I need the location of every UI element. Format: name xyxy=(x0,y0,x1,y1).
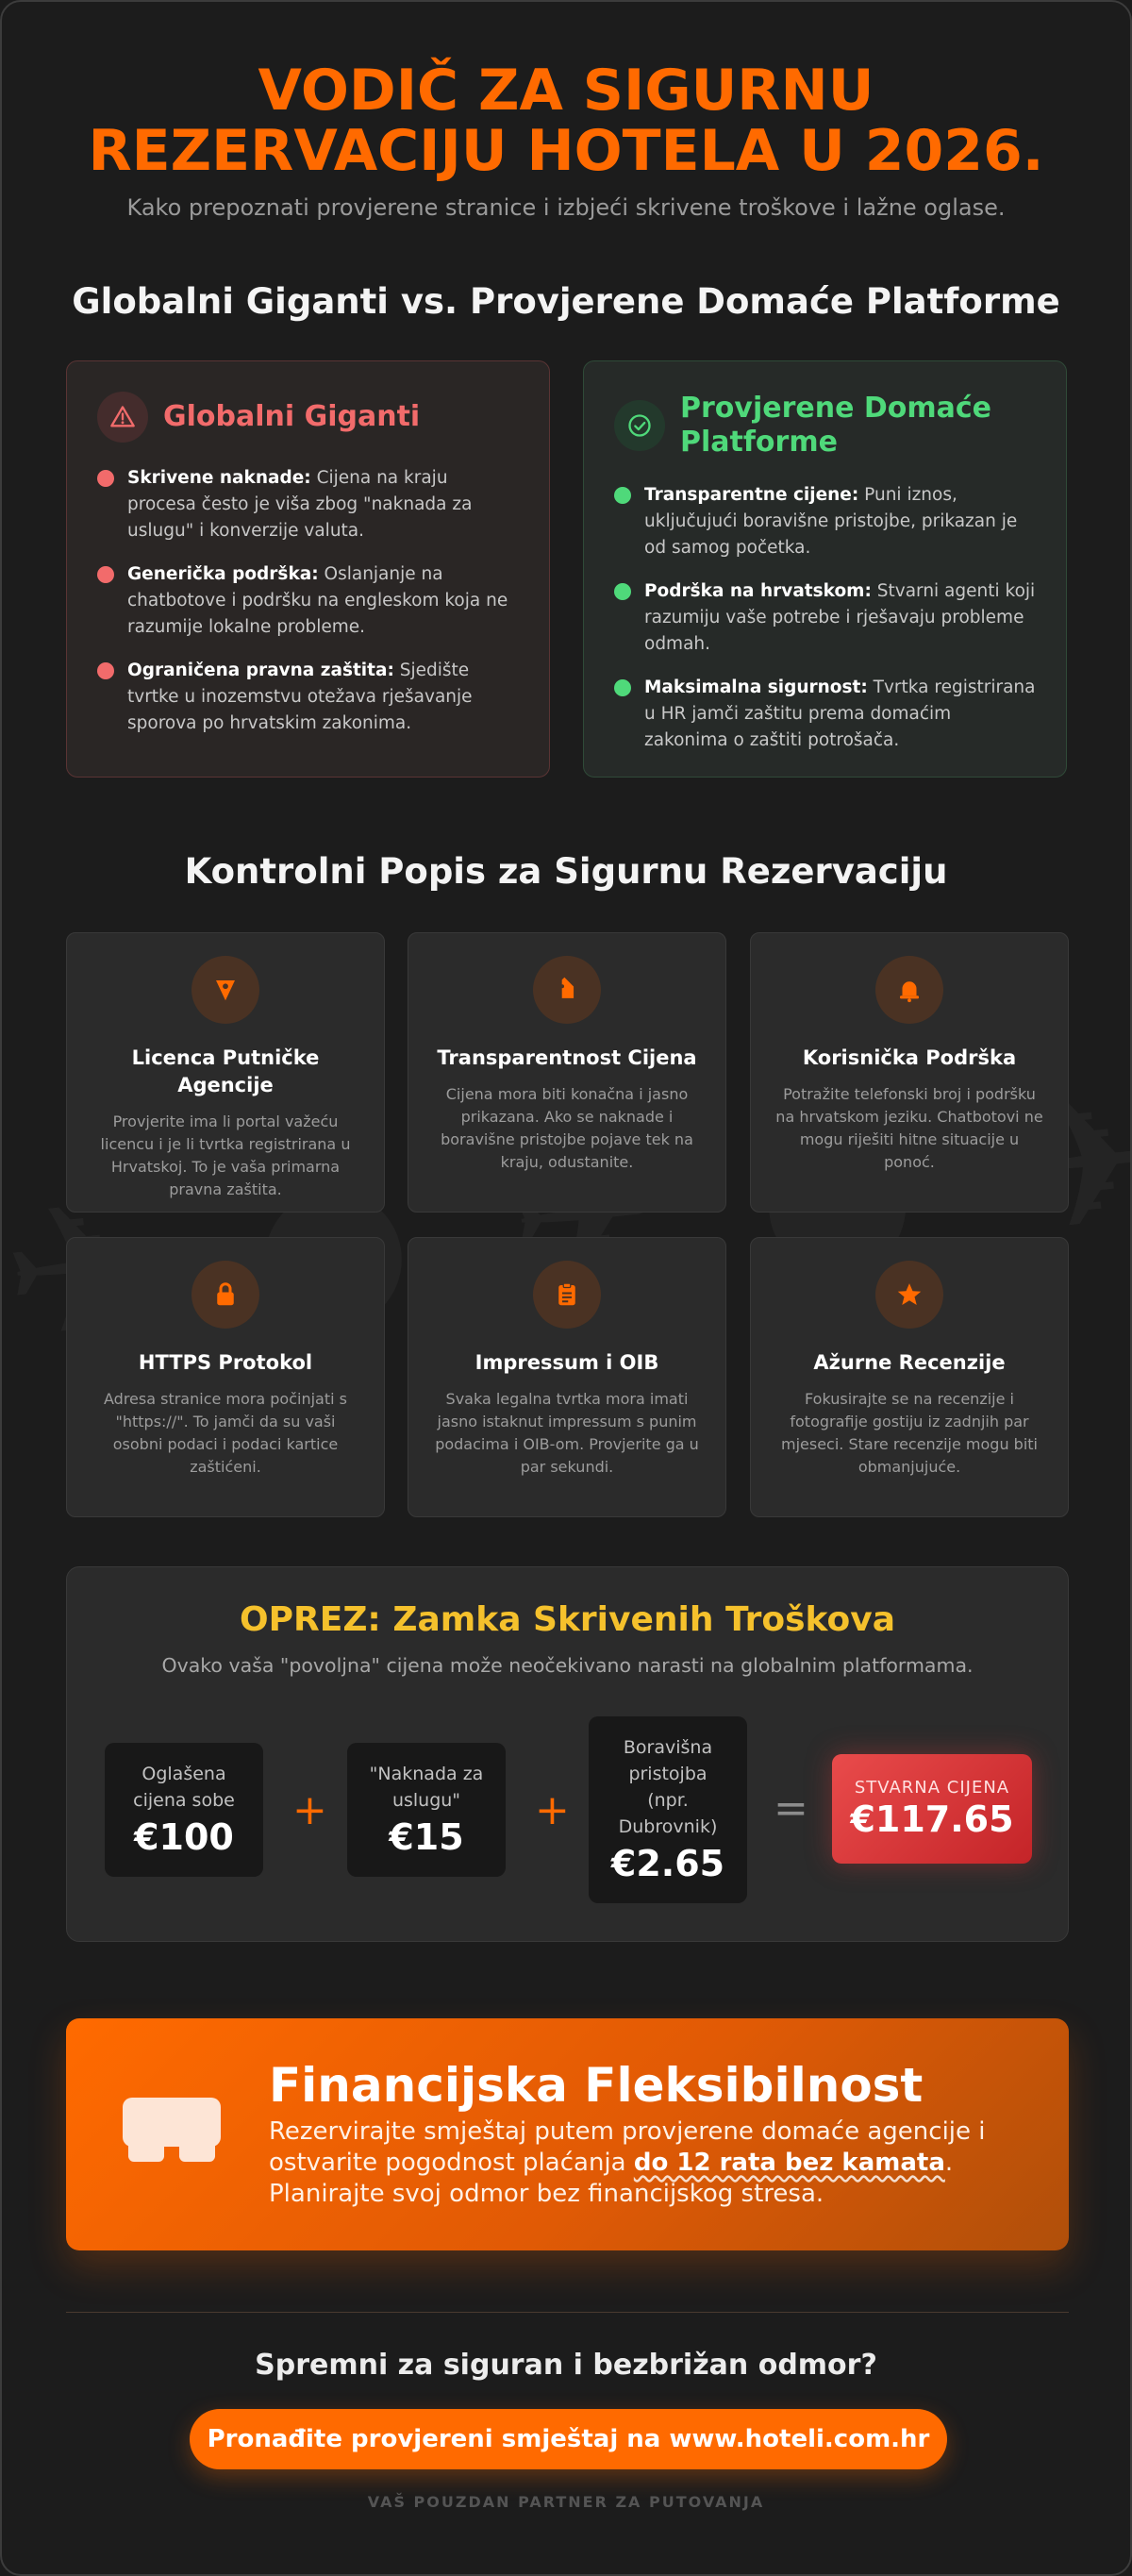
hidden-costs-subtitle: Ovako vaša "povoljna" cijena može neočekivano narasti na globalnim platformama. xyxy=(161,1654,974,1677)
checklist-desc: Fokusirajte se na recenzije i fotografije gostiju iz zadnjih par mjeseci. Stare recenzije mogu biti obmanjujuće. xyxy=(780,1390,1038,1476)
item-label: Podrška na hrvatskom: xyxy=(644,581,872,601)
finance-highlight: do 12 rata bez kamata xyxy=(633,2149,945,2177)
item-label: Transparentne cijene: xyxy=(644,485,859,505)
item-text: Oslanjanje na chatbotove i podršku na engleskom koja ne razumije lokalne probleme. xyxy=(127,564,508,637)
financial-flexibility-title: Financijska Fleksibilnost xyxy=(269,2058,924,2113)
warning-icon xyxy=(97,392,148,443)
checklist-title: Transparentnost Cijena xyxy=(437,1046,697,1069)
x-bullet-icon xyxy=(97,566,114,583)
find-accommodation-button[interactable]: Pronađite provjereni smještaj na www.hoteli.com.hr xyxy=(190,2409,947,2469)
hidden-costs-title: OPREZ: Zamka Skrivenih Troškova xyxy=(240,1600,895,1639)
domestic-item xyxy=(614,482,1036,561)
price-value: €100 xyxy=(134,1816,234,1858)
finance-text-before: Rezervirajte smještaj putem provjerene domaće agencije i ostvarite pogodnost plaćanja xyxy=(269,2117,986,2177)
equals-sign: = xyxy=(774,1784,808,1832)
license-badge-icon xyxy=(191,956,259,1024)
financial-flexibility-banner xyxy=(66,2018,1069,2250)
support-bell-icon xyxy=(875,956,943,1024)
domestic-item xyxy=(614,578,1036,658)
star-icon xyxy=(875,1261,943,1329)
wallet-icon xyxy=(123,2098,221,2167)
checklist-card-support xyxy=(750,932,1069,1213)
global-giants-title: Globalni Giganti xyxy=(163,400,421,433)
cta-question: Spremni za siguran i bezbrižan odmor? xyxy=(255,2349,877,2382)
title-line-1: VODIČ ZA SIGURNU xyxy=(258,58,874,124)
item-text: Tvrtka registrirana u HR jamči zaštitu prema domaćim zakonima o zaštiti potrošača. xyxy=(644,677,1036,750)
checklist-card-reviews xyxy=(750,1237,1069,1517)
checklist-card-https xyxy=(66,1237,385,1517)
domestic-item xyxy=(614,675,1036,754)
price-label: "Naknada za uslugu" xyxy=(369,1764,484,1811)
global-item xyxy=(97,465,519,544)
real-price-box xyxy=(832,1754,1032,1864)
price-box-tax xyxy=(589,1716,747,1903)
global-giants-card xyxy=(66,360,550,778)
item-text: Stvarni agenti koji razumiju vaše potrebe i rješavaju probleme odmah. xyxy=(644,581,1036,654)
real-price-label: STVARNA CIJENA xyxy=(854,1777,1010,1798)
check-bullet-icon xyxy=(614,583,631,600)
checklist-desc: Svaka legalna tvrtka mora imati jasno istaknut impressum s punim podacima i OIB-om. Provjerite ga u par sekundi. xyxy=(435,1390,699,1476)
price-value: €2.65 xyxy=(610,1843,725,1884)
section-divider xyxy=(66,2312,1069,2313)
check-bullet-icon xyxy=(614,487,631,504)
checklist-desc: Potražite telefonski broj i podršku na hrvatskom jeziku. Chatbotovi ne mogu riješiti hitne situacije u ponoć. xyxy=(775,1085,1043,1171)
price-box-room xyxy=(105,1743,263,1877)
checklist-card-prices xyxy=(408,932,726,1213)
plus-sign: + xyxy=(292,1786,327,1834)
real-price-value: €117.65 xyxy=(850,1798,1014,1840)
price-box-fee xyxy=(347,1743,506,1877)
x-bullet-icon xyxy=(97,662,114,679)
item-label: Skrivene naknade: xyxy=(127,468,311,488)
price-label: Boravišna pristojba (npr. Dubrovnik) xyxy=(618,1737,718,1837)
financial-flexibility-text xyxy=(269,2116,1042,2210)
domestic-platforms-title: Provjerene Domaće Platforme xyxy=(680,392,992,459)
checklist-title: Impressum i OIB xyxy=(474,1351,659,1374)
check-bullet-icon xyxy=(614,679,631,696)
item-label: Ograničena pravna zaštita: xyxy=(127,661,394,680)
checklist-desc: Provjerite ima li portal važeću licencu i je li tvrtka registrirana u Hrvatskoj. To je vaša primarna pravna zaštita. xyxy=(100,1112,351,1198)
title-line-2: REZERVACIJU HOTELA U 2026. xyxy=(88,118,1044,184)
footer-tagline: VAŠ POUZDAN PARTNER ZA PUTOVANJA xyxy=(367,2493,765,2511)
checklist-card-license xyxy=(66,932,385,1213)
clipboard-icon xyxy=(533,1261,601,1329)
checklist-desc: Cijena mora biti konačna i jasno prikazana. Ako se naknade i boravišne pristojbe pojave tek na kraju, odustanite. xyxy=(441,1085,693,1171)
domestic-platforms-card xyxy=(583,360,1067,778)
plus-sign: + xyxy=(535,1786,570,1834)
price-tag-icon xyxy=(533,956,601,1024)
page-title xyxy=(2,58,1130,184)
global-item xyxy=(97,658,519,737)
item-label: Maksimalna sigurnost: xyxy=(644,677,868,697)
finance-text-after: . Planirajte svoj odmor bez financijskog stresa. xyxy=(269,2149,954,2208)
comparison-heading: Globalni Giganti vs. Provjerene Domaće Platforme xyxy=(72,281,1060,322)
checklist-card-impressum xyxy=(408,1237,726,1517)
global-item xyxy=(97,561,519,641)
item-text: Puni iznos, uključujući boravišne pristojbe, prikazan je od samog početka. xyxy=(644,485,1018,558)
x-bullet-icon xyxy=(97,470,114,487)
lock-icon xyxy=(191,1261,259,1329)
checklist-heading: Kontrolni Popis za Sigurnu Rezervaciju xyxy=(184,851,948,892)
item-label: Generička podrška: xyxy=(127,564,319,584)
price-label: Oglašena cijena sobe xyxy=(133,1764,235,1811)
hidden-costs-panel xyxy=(66,1566,1069,1942)
checklist-title: Licenca Putničke Agencije xyxy=(131,1046,320,1096)
checklist-title: HTTPS Protokol xyxy=(138,1351,313,1374)
check-circle-icon xyxy=(614,400,665,451)
checklist-title: Ažurne Recenzije xyxy=(813,1351,1006,1374)
page-subtitle: Kako prepoznati provjerene stranice i izbjeći skrivene troškove i lažne oglase. xyxy=(126,194,1006,221)
item-text: Cijena na kraju procesa često je viša zbog "naknada za uslugu" i konverzije valuta. xyxy=(127,468,473,541)
price-value: €15 xyxy=(389,1816,464,1858)
checklist-title: Korisnička Podrška xyxy=(802,1046,1017,1069)
checklist-desc: Adresa stranice mora počinjati s "https://". To jamči da su vaši osobni podaci i podaci kartice zaštićeni. xyxy=(104,1390,347,1476)
item-text: Sjedište tvrtke u inozemstvu otežava rješavanje sporova po hrvatskim zakonima. xyxy=(127,661,473,733)
